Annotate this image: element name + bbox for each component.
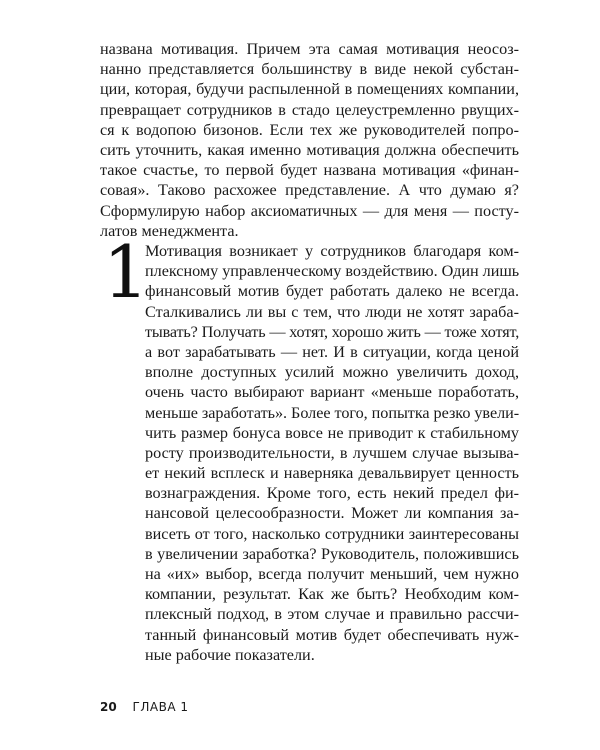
section-line: финансовый мотив будет работать далеко не всегда. — [145, 282, 519, 301]
intro-line: такое счастье, то первой будет названа мотивация «финан- — [100, 161, 519, 180]
intro-paragraph — [100, 39, 519, 241]
section-line: чить размер бонуса вовсе не приводит к стабильному — [145, 423, 519, 442]
intro-line: сить уточнить, какая именно мотивация должна обеспечить — [100, 140, 519, 159]
section-line: нансовой целесообразности. Может ли компания за- — [145, 504, 519, 523]
chapter-label: ГЛАВА 1 — [132, 700, 189, 714]
section-1-paragraph — [145, 241, 519, 665]
section-line: очень часто выбирают вариант «меньше поработать, — [145, 383, 519, 402]
section-line: в увеличении заработка? Руководитель, положившись — [145, 544, 519, 563]
intro-line: нанно представляется большинству в виде некой субстан- — [100, 60, 519, 79]
section-line: а вот зарабатывать — нет. И в ситуации, когда ценой — [145, 342, 519, 361]
section-line: висеть от того, насколько сотрудники заинтересованы — [145, 524, 519, 543]
section-number: 1 — [103, 230, 149, 314]
intro-line: Сформулирую набор аксиоматичных — для меня — посту- — [100, 201, 519, 220]
section-line: вознаграждения. Кроме того, есть некий предел фи- — [145, 484, 519, 503]
intro-line: латов менеджмента. — [100, 221, 239, 240]
intro-line: превращает сотрудников в стадо целеустремленно рвущих- — [100, 100, 519, 119]
section-line: на «их» выбор, всегда получит меньший, чем нужно — [145, 565, 519, 583]
intro-line: ции, которая, будучи распыленной в помещениях компании, — [100, 80, 519, 99]
section-line: компании, результат. Как же быть? Необходим ком- — [145, 585, 519, 604]
page-footer — [100, 699, 188, 715]
intro-line: названа мотивация. Причем эта самая мотивация неосоз- — [100, 40, 519, 58]
section-line: Мотивация возникает у сотрудников благодаря ком- — [145, 242, 519, 260]
section-line: Сталкивались ли вы с тем, что люди не хотят зараба- — [145, 302, 519, 321]
section-line: вполне доступных усилий можно увеличить доход, — [145, 363, 519, 382]
section-line: ет некий всплеск и наверняка девальвирует ценность — [145, 464, 519, 483]
intro-line: совая». Таково расхожее представление. А что думаю я? — [100, 181, 519, 200]
section-line: меньше заработать». Более того, попытка резко увели- — [145, 403, 520, 422]
intro-line: ся к водопою бизонов. Если тех же руководителей попро- — [100, 120, 519, 139]
section-line: плексному управленческому воздействию. Один лишь — [145, 262, 520, 281]
section-line: плексный подход, в этом случае и правильно рассчи- — [145, 605, 519, 624]
section-line: росту производительности, в лучшем случае вызыва- — [145, 443, 519, 462]
section-line: тывать? Получать — хотят, хорошо жить — тоже хотят, — [145, 322, 520, 341]
section-line: ные рабочие показатели. — [145, 645, 315, 664]
section-line: танный финансовый мотив будет обеспечивать нуж- — [145, 625, 519, 644]
page-number: 20 — [100, 700, 117, 714]
